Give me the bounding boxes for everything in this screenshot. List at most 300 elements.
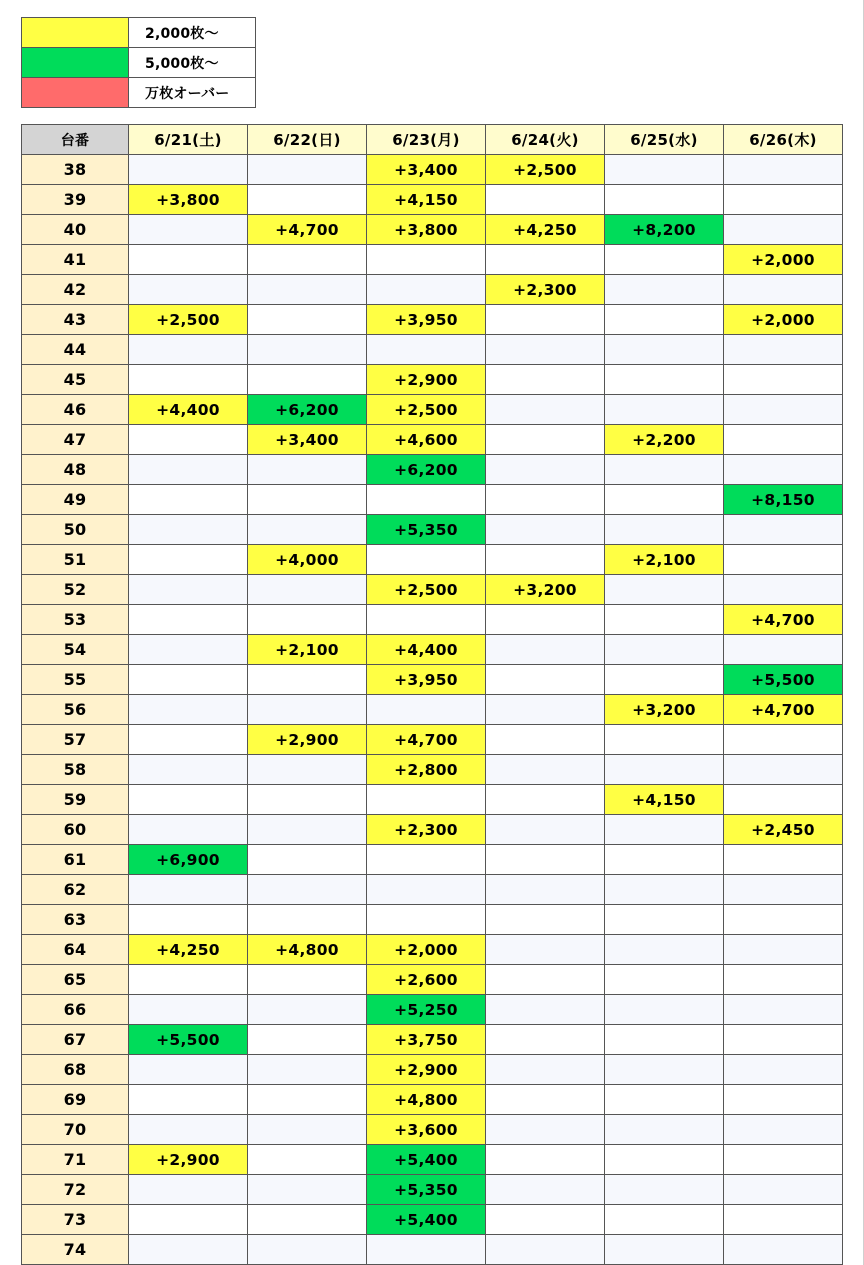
payout-cell (605, 875, 724, 905)
payout-cell (486, 1115, 605, 1145)
payout-cell: +4,150 (605, 785, 724, 815)
payout-cell (724, 1025, 843, 1055)
payout-cell: +4,000 (248, 545, 367, 575)
payout-cell (248, 1115, 367, 1145)
payout-cell (486, 755, 605, 785)
payout-cell (248, 305, 367, 335)
machine-number: 38 (22, 155, 129, 185)
machine-number: 74 (22, 1235, 129, 1265)
legend-label: 万枚オーバー (129, 78, 256, 108)
legend-row (22, 18, 256, 48)
payout-cell: +4,600 (367, 425, 486, 455)
payout-cell: +2,000 (367, 935, 486, 965)
payout-cell: +3,200 (605, 695, 724, 725)
payout-cell (129, 1055, 248, 1085)
table-row (22, 725, 843, 755)
table-row (22, 1235, 843, 1265)
payout-cell (724, 1235, 843, 1265)
payout-cell (129, 815, 248, 845)
payout-cell: +4,700 (248, 215, 367, 245)
payout-cell (248, 755, 367, 785)
payout-cell (486, 845, 605, 875)
payout-cell (248, 485, 367, 515)
payout-cell (129, 995, 248, 1025)
payout-cell (248, 875, 367, 905)
table-row (22, 665, 843, 695)
payout-cell (605, 1175, 724, 1205)
table-row (22, 785, 843, 815)
legend-table (21, 17, 256, 108)
payout-cell (605, 725, 724, 755)
table-row (22, 1205, 843, 1235)
payout-cell (486, 995, 605, 1025)
machine-number: 56 (22, 695, 129, 725)
payout-cell (248, 785, 367, 815)
table-row (22, 485, 843, 515)
payout-cell (129, 485, 248, 515)
payout-cell: +5,350 (367, 1175, 486, 1205)
payout-cell: +2,800 (367, 755, 486, 785)
payout-cell: +2,500 (129, 305, 248, 335)
payout-cell (248, 365, 367, 395)
machine-number: 58 (22, 755, 129, 785)
payout-cell (248, 1175, 367, 1205)
payout-cell (248, 605, 367, 635)
machine-number: 54 (22, 635, 129, 665)
machine-number: 67 (22, 1025, 129, 1055)
payout-cell (486, 665, 605, 695)
payout-cell (129, 455, 248, 485)
payout-cell (129, 1235, 248, 1265)
table-row (22, 965, 843, 995)
payout-cell: +2,900 (367, 365, 486, 395)
header-row (22, 125, 843, 155)
payout-cell (605, 575, 724, 605)
machine-number: 39 (22, 185, 129, 215)
payout-cell (129, 1205, 248, 1235)
payout-cell: +5,350 (367, 515, 486, 545)
machine-number: 68 (22, 1055, 129, 1085)
machine-number: 43 (22, 305, 129, 335)
payout-cell (605, 155, 724, 185)
payout-cell (129, 875, 248, 905)
machine-number: 60 (22, 815, 129, 845)
table-row (22, 365, 843, 395)
payout-cell: +2,900 (248, 725, 367, 755)
table-row (22, 815, 843, 845)
payout-cell (248, 455, 367, 485)
payout-cell: +5,400 (367, 1205, 486, 1235)
payout-cell (605, 1055, 724, 1085)
table-row (22, 215, 843, 245)
payout-cell: +4,700 (724, 695, 843, 725)
payout-cell (129, 785, 248, 815)
payout-cell (129, 575, 248, 605)
header-machine-number: 台番 (22, 125, 129, 155)
table-row (22, 275, 843, 305)
table-row (22, 935, 843, 965)
payout-cell (724, 875, 843, 905)
payout-cell: +4,400 (367, 635, 486, 665)
payout-cell (724, 1175, 843, 1205)
payout-cell (367, 335, 486, 365)
table-row (22, 605, 843, 635)
legend-swatch (22, 48, 129, 78)
payout-cell (486, 965, 605, 995)
payout-cell (248, 515, 367, 545)
payout-cell (129, 425, 248, 455)
payout-cell (486, 1235, 605, 1265)
legend-row (22, 78, 256, 108)
payout-cell (605, 815, 724, 845)
payout-cell (367, 485, 486, 515)
table-row (22, 875, 843, 905)
machine-number: 42 (22, 275, 129, 305)
payout-cell: +8,150 (724, 485, 843, 515)
table-row (22, 185, 843, 215)
payout-cell (248, 1055, 367, 1085)
payout-cell (129, 635, 248, 665)
payout-cell (605, 995, 724, 1025)
legend-swatch (22, 18, 129, 48)
table-row (22, 635, 843, 665)
payout-cell: +2,300 (486, 275, 605, 305)
table-row (22, 455, 843, 485)
payout-cell (486, 395, 605, 425)
payout-cell: +3,950 (367, 305, 486, 335)
payout-cell (486, 245, 605, 275)
payout-cell (248, 185, 367, 215)
payout-cell (724, 995, 843, 1025)
payout-cell (367, 695, 486, 725)
payout-cell (248, 245, 367, 275)
payout-cell: +2,900 (129, 1145, 248, 1175)
payout-cell (605, 1145, 724, 1175)
payout-cell (129, 275, 248, 305)
payout-cell (605, 185, 724, 215)
machine-number: 44 (22, 335, 129, 365)
payout-cell (486, 935, 605, 965)
payout-cell: +2,200 (605, 425, 724, 455)
payout-cell (129, 1085, 248, 1115)
payout-cell (486, 335, 605, 365)
payout-cell (248, 695, 367, 725)
payout-cell (248, 335, 367, 365)
payout-cell (724, 935, 843, 965)
payout-cell (367, 545, 486, 575)
payout-cell (486, 305, 605, 335)
payout-cell (129, 665, 248, 695)
payout-cell (486, 1055, 605, 1085)
machine-number: 61 (22, 845, 129, 875)
machine-number: 52 (22, 575, 129, 605)
payout-cell: +2,100 (605, 545, 724, 575)
table-row (22, 1055, 843, 1085)
table-row (22, 335, 843, 365)
payout-cell: +6,200 (248, 395, 367, 425)
payout-cell: +3,950 (367, 665, 486, 695)
payout-cell (486, 635, 605, 665)
payout-cell (248, 1025, 367, 1055)
table-row (22, 1175, 843, 1205)
table-row (22, 1115, 843, 1145)
payout-cell: +2,900 (367, 1055, 486, 1085)
payout-cell (724, 845, 843, 875)
payout-cell (605, 1085, 724, 1115)
table-row (22, 1145, 843, 1175)
payout-cell (724, 455, 843, 485)
legend-row (22, 48, 256, 78)
payout-cell (605, 395, 724, 425)
payout-cell (486, 185, 605, 215)
machine-number: 65 (22, 965, 129, 995)
payout-cell (129, 155, 248, 185)
table-row (22, 1085, 843, 1115)
payout-cell (129, 755, 248, 785)
legend-label: 5,000枚〜 (129, 48, 256, 78)
payout-cell (367, 785, 486, 815)
payout-cell (724, 725, 843, 755)
payout-cell (486, 1205, 605, 1235)
table-row (22, 1025, 843, 1055)
payout-cell (486, 1145, 605, 1175)
payout-cell (248, 845, 367, 875)
machine-number: 72 (22, 1175, 129, 1205)
payout-cell (486, 485, 605, 515)
table-row (22, 155, 843, 185)
payout-cell (724, 635, 843, 665)
payout-cell (724, 1145, 843, 1175)
machine-number: 70 (22, 1115, 129, 1145)
payout-cell: +2,450 (724, 815, 843, 845)
payout-cell: +4,150 (367, 185, 486, 215)
machine-number: 46 (22, 395, 129, 425)
machine-number: 55 (22, 665, 129, 695)
table-row (22, 515, 843, 545)
payout-cell: +4,700 (724, 605, 843, 635)
payout-cell (605, 515, 724, 545)
machine-number: 59 (22, 785, 129, 815)
payout-cell (486, 515, 605, 545)
payout-cell (129, 245, 248, 275)
payout-cell (129, 905, 248, 935)
payout-cell: +3,800 (367, 215, 486, 245)
machine-number: 71 (22, 1145, 129, 1175)
payout-cell: +5,400 (367, 1145, 486, 1175)
payout-cell (367, 605, 486, 635)
payout-cell (248, 815, 367, 845)
payout-cell (129, 725, 248, 755)
payout-cell: +2,000 (724, 245, 843, 275)
payout-cell (724, 1055, 843, 1085)
payout-cell (605, 605, 724, 635)
payout-cell (724, 785, 843, 815)
machine-number: 49 (22, 485, 129, 515)
machine-number: 57 (22, 725, 129, 755)
payout-cell (724, 1085, 843, 1115)
machine-number: 50 (22, 515, 129, 545)
payout-cell (486, 1085, 605, 1115)
payout-cell (486, 455, 605, 485)
machine-number: 73 (22, 1205, 129, 1235)
table-row (22, 695, 843, 725)
payout-cell (486, 1025, 605, 1055)
header-date: 6/23(月) (367, 125, 486, 155)
payout-cell: +5,500 (724, 665, 843, 695)
header-date: 6/22(日) (248, 125, 367, 155)
payout-cell: +3,200 (486, 575, 605, 605)
machine-number: 62 (22, 875, 129, 905)
table-row (22, 845, 843, 875)
legend-label: 2,000枚〜 (129, 18, 256, 48)
payout-cell (367, 245, 486, 275)
legend-swatch (22, 78, 129, 108)
payout-cell: +4,250 (129, 935, 248, 965)
payout-cell (486, 695, 605, 725)
payout-cell (129, 215, 248, 245)
payout-cell: +2,500 (367, 575, 486, 605)
payout-cell (724, 515, 843, 545)
payout-cell: +4,400 (129, 395, 248, 425)
machine-number: 48 (22, 455, 129, 485)
payout-cell: +3,750 (367, 1025, 486, 1055)
payout-cell (129, 545, 248, 575)
payout-cell (605, 635, 724, 665)
payout-cell: +3,600 (367, 1115, 486, 1145)
payout-cell: +6,900 (129, 845, 248, 875)
payout-cell (605, 455, 724, 485)
payout-cell (605, 965, 724, 995)
payout-cell (605, 935, 724, 965)
payout-cell (129, 365, 248, 395)
payout-cell (129, 1115, 248, 1145)
payout-cell (724, 275, 843, 305)
payout-cell: +2,000 (724, 305, 843, 335)
table-row (22, 545, 843, 575)
payout-cell (367, 275, 486, 305)
payout-cell (605, 1115, 724, 1145)
payout-cell: +5,250 (367, 995, 486, 1025)
machine-number: 66 (22, 995, 129, 1025)
payout-cell (486, 875, 605, 905)
table-row (22, 245, 843, 275)
payout-cell (605, 665, 724, 695)
payout-cell (248, 1205, 367, 1235)
payout-cell: +2,500 (367, 395, 486, 425)
payout-cell (248, 275, 367, 305)
payout-cell (248, 965, 367, 995)
payout-cell (367, 845, 486, 875)
payout-cell (129, 1175, 248, 1205)
payout-cell (605, 1235, 724, 1265)
payout-cell (605, 335, 724, 365)
payout-cell (605, 365, 724, 395)
payout-cell (248, 1235, 367, 1265)
payout-cell (605, 755, 724, 785)
payout-cell: +4,250 (486, 215, 605, 245)
payout-cell (724, 335, 843, 365)
payout-cell (486, 1175, 605, 1205)
machine-number: 69 (22, 1085, 129, 1115)
payout-cell: +2,300 (367, 815, 486, 845)
payout-cell (367, 905, 486, 935)
payout-cell (486, 365, 605, 395)
payout-cell (367, 875, 486, 905)
machine-number: 51 (22, 545, 129, 575)
payout-cell (129, 965, 248, 995)
payout-cell: +2,100 (248, 635, 367, 665)
payout-cell (605, 905, 724, 935)
payout-cell: +4,800 (248, 935, 367, 965)
table-row (22, 755, 843, 785)
payout-cell (486, 815, 605, 845)
payout-cell: +6,200 (367, 455, 486, 485)
payout-cell (724, 1205, 843, 1235)
payout-cell (605, 1025, 724, 1055)
payout-cell: +4,800 (367, 1085, 486, 1115)
payout-cell (605, 485, 724, 515)
table-row (22, 305, 843, 335)
table-row (22, 905, 843, 935)
machine-number: 40 (22, 215, 129, 245)
payout-cell: +8,200 (605, 215, 724, 245)
payout-cell (248, 1145, 367, 1175)
header-date: 6/26(木) (724, 125, 843, 155)
payout-cell: +2,500 (486, 155, 605, 185)
payout-cell (248, 995, 367, 1025)
payout-cell (605, 275, 724, 305)
payout-cell (605, 845, 724, 875)
payout-cell (724, 755, 843, 785)
payout-cell (724, 425, 843, 455)
payout-cell (724, 185, 843, 215)
machine-number: 63 (22, 905, 129, 935)
payout-cell (724, 575, 843, 605)
payout-cell (724, 155, 843, 185)
table-row (22, 995, 843, 1025)
payout-cell (724, 365, 843, 395)
payout-cell (724, 1115, 843, 1145)
payout-cell (129, 515, 248, 545)
table-row (22, 425, 843, 455)
table-row (22, 575, 843, 605)
payout-cell: +2,600 (367, 965, 486, 995)
payout-cell (486, 545, 605, 575)
payout-cell (129, 605, 248, 635)
table-row (22, 395, 843, 425)
payout-cell (486, 725, 605, 755)
payout-cell: +5,500 (129, 1025, 248, 1055)
payout-cell (129, 335, 248, 365)
payout-cell (724, 215, 843, 245)
payout-cell: +3,800 (129, 185, 248, 215)
payout-cell (248, 155, 367, 185)
payout-cell (724, 545, 843, 575)
payout-cell (129, 695, 248, 725)
payout-cell (724, 965, 843, 995)
payout-cell: +4,700 (367, 725, 486, 755)
payout-cell (248, 665, 367, 695)
payout-cell (367, 1235, 486, 1265)
payout-cell (486, 785, 605, 815)
payout-cell (724, 395, 843, 425)
machine-number: 64 (22, 935, 129, 965)
payout-cell: +3,400 (367, 155, 486, 185)
machine-number: 47 (22, 425, 129, 455)
payout-cell (248, 905, 367, 935)
payout-cell (605, 1205, 724, 1235)
payout-cell (605, 245, 724, 275)
